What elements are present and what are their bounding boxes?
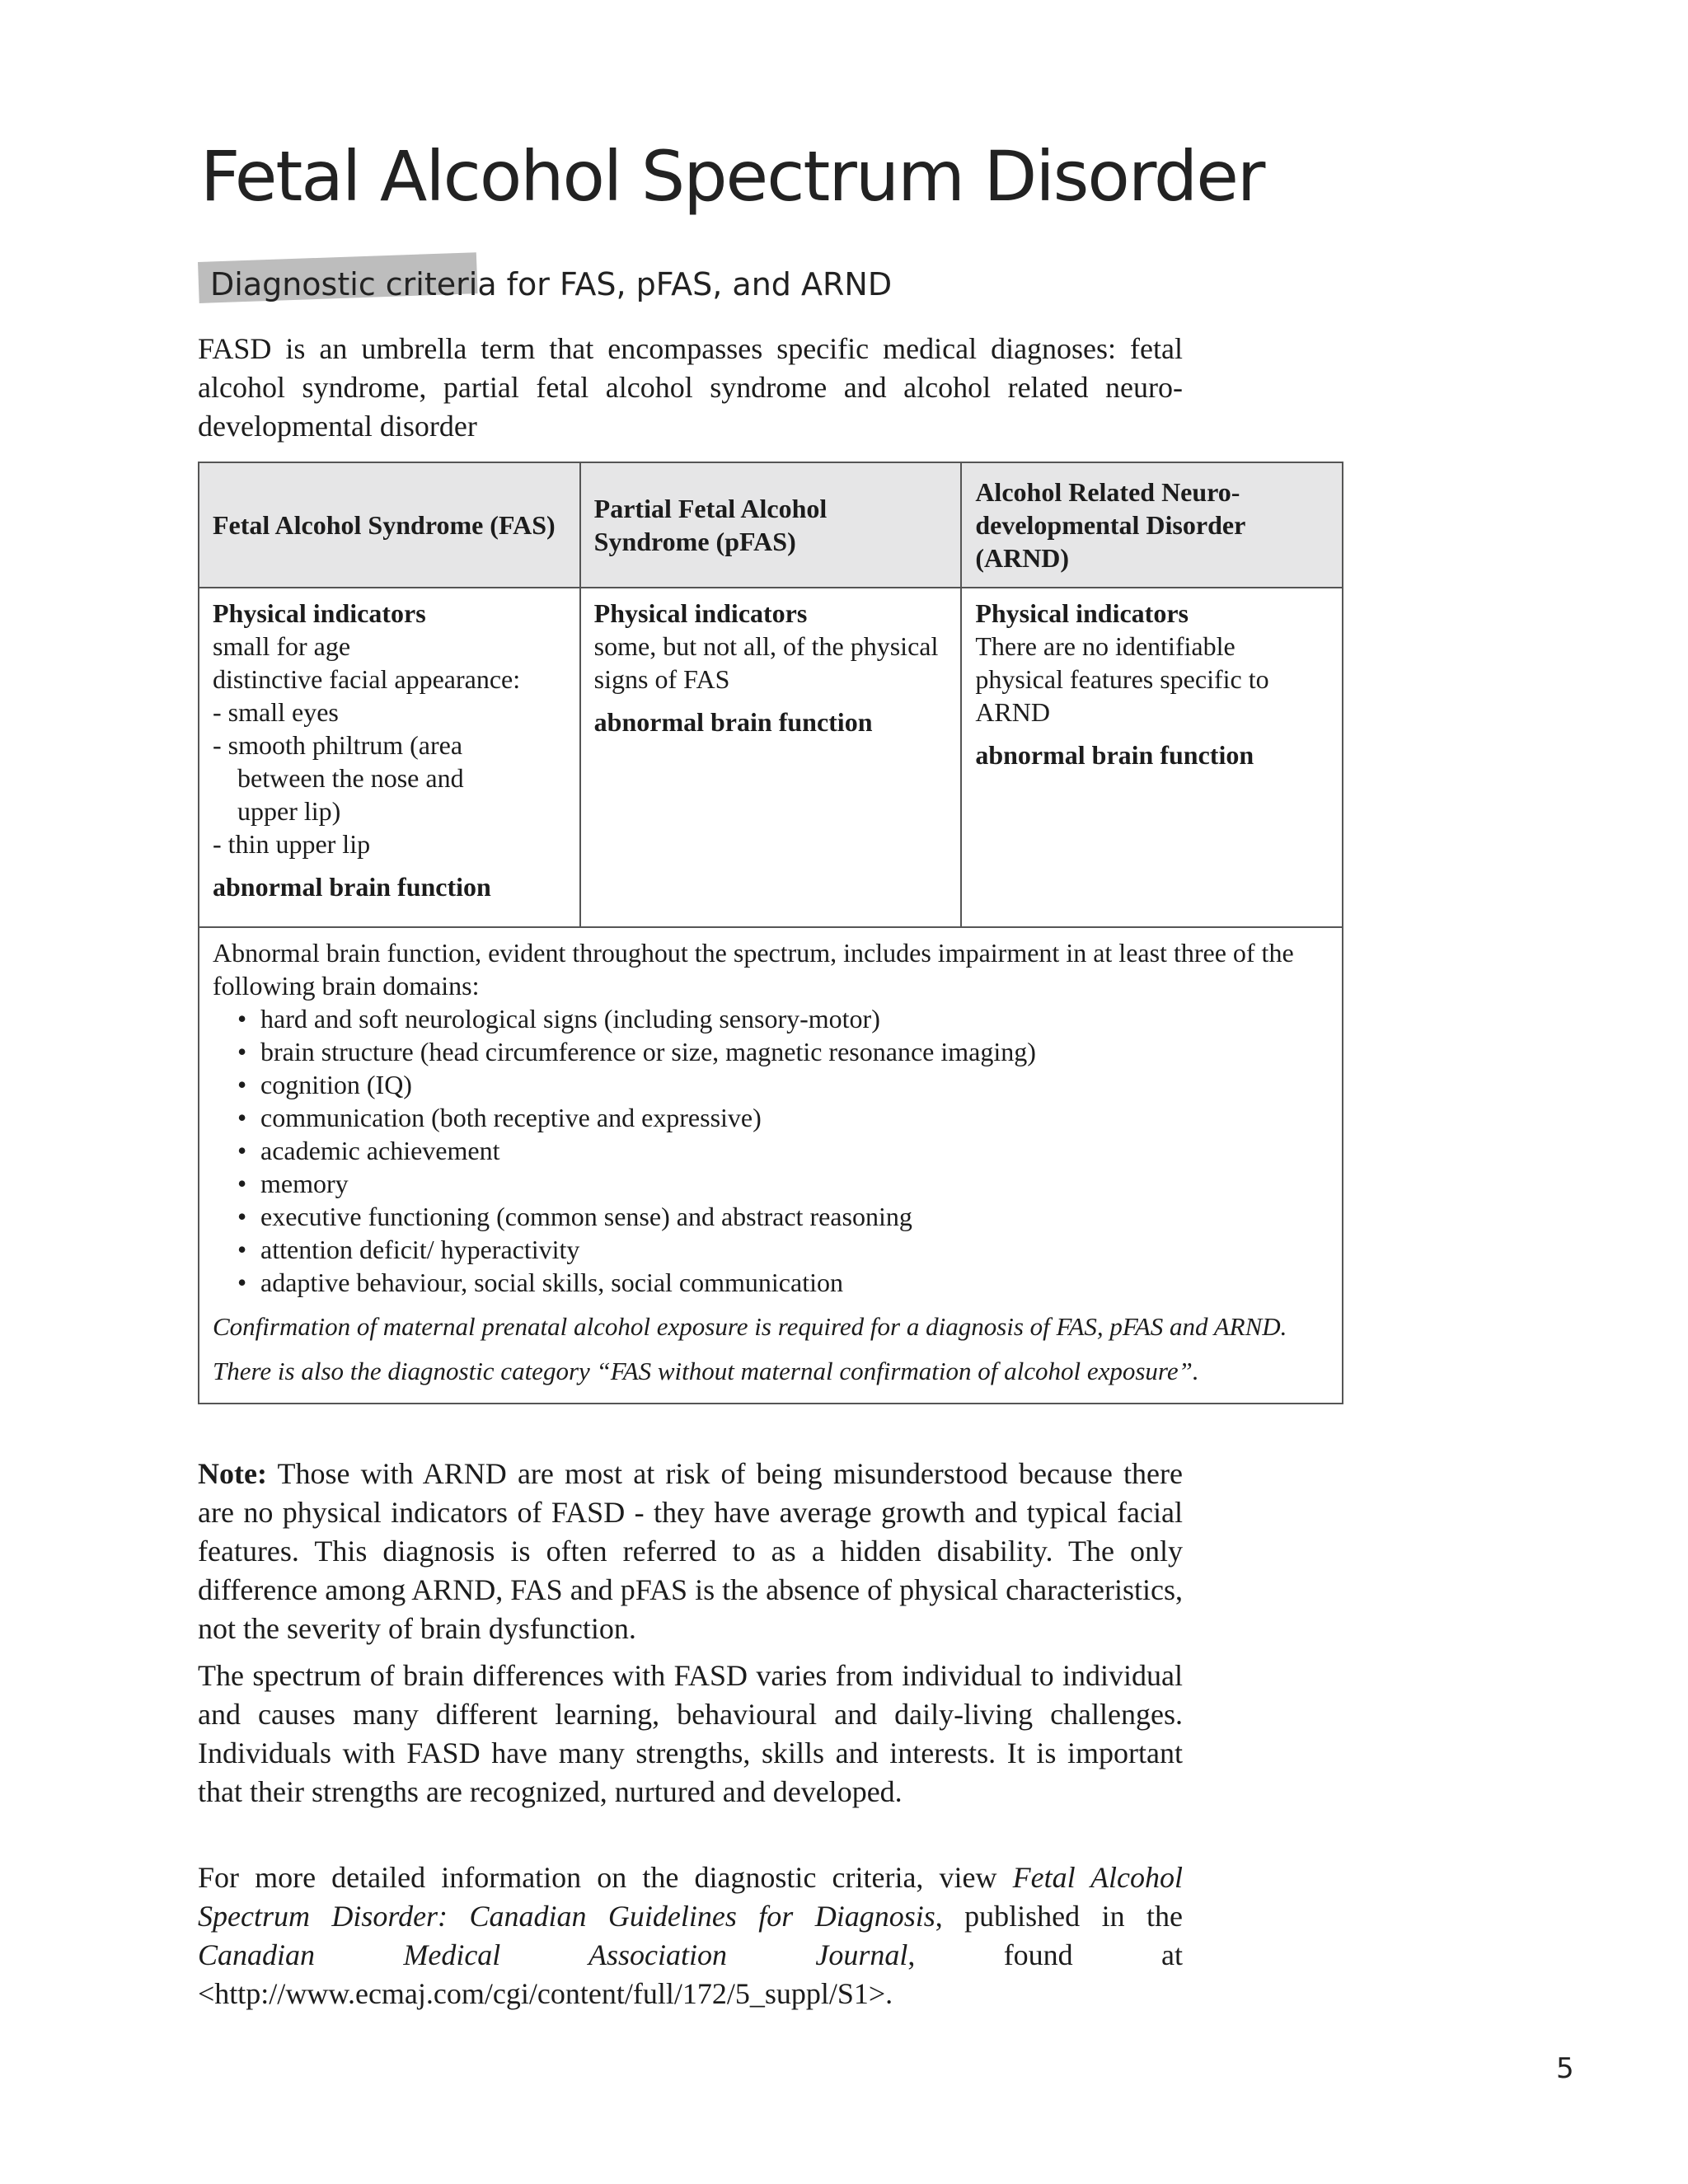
fas-line: - small eyes: [213, 697, 339, 727]
category-note: There is also the diagnostic category “FAS without maternal confirmation of alcohol exposure”.: [213, 1357, 1199, 1385]
cell-fas: [199, 588, 580, 927]
list-item: • communication (both receptive and expressive): [237, 1103, 762, 1132]
note-text: Those with ARND are most at risk of being misunderstood because there are no physical indicators of FASD - they have average growth and typical facial features. This diagnosis is often referred to as a hidden disability. The only difference among ARND, FAS and pFAS is the absence of physical characteristics, not the severity of brain dysfunction.: [198, 1457, 1183, 1645]
table-row-summary: [199, 927, 1343, 1404]
header-fas: Fetal Alcohol Syndrome (FAS): [199, 462, 580, 588]
bullet-icon: •: [237, 1070, 247, 1099]
pfas-heading: Physical indicators: [593, 598, 808, 628]
header-arnd: Alcohol Related Neuro-developmental Disorder (ARND): [961, 462, 1343, 588]
bullet-icon: •: [237, 1136, 247, 1165]
note-label: Note:: [198, 1457, 267, 1490]
fas-line: between the nose and: [237, 763, 464, 793]
fas-heading: Physical indicators: [213, 598, 426, 628]
bullet-icon: •: [237, 1268, 247, 1297]
arnd-brain-function: abnormal brain function: [975, 740, 1254, 770]
header-pfas: Partial Fetal Alcohol Syndrome (pFAS): [580, 462, 962, 588]
list-item: • attention deficit/ hyperactivity: [237, 1235, 580, 1264]
list-item: • memory: [237, 1169, 349, 1198]
list-item: • executive functioning (common sense) and abstract reasoning: [237, 1202, 912, 1231]
table-row-indicators: [199, 588, 1343, 927]
pfas-text: some, but not all, of the physical signs of FAS: [593, 631, 939, 694]
bullet-icon: •: [237, 1103, 247, 1132]
list-item: • hard and soft neurological signs (including sensory-motor): [237, 1004, 880, 1033]
list-item: • brain structure (head circumference or size, magnetic resonance imaging): [237, 1037, 1036, 1066]
fas-line: distinctive facial appearance:: [213, 664, 521, 694]
page-title: Fetal Alcohol Spectrum Disorder: [200, 136, 1264, 217]
table-header-row: [199, 462, 1343, 588]
fas-line: - smooth philtrum (area: [213, 730, 463, 760]
brain-domain-list: [213, 1002, 1329, 1299]
cell-pfas: [580, 588, 962, 927]
cell-brain-domains: [199, 927, 1343, 1404]
bullet-icon: •: [237, 1202, 247, 1231]
journal-title: Canadian Medical Association Journal: [198, 1938, 908, 1971]
fas-line: - thin upper lip: [213, 829, 371, 859]
bullet-icon: •: [237, 1169, 247, 1198]
bullet-icon: •: [237, 1004, 247, 1033]
summary-intro: Abnormal brain function, evident throughout the spectrum, includes impairment in at least three of the following brain domains:: [213, 938, 1294, 1001]
page-number: 5: [1556, 2052, 1574, 2085]
list-item: • academic achievement: [237, 1136, 500, 1165]
section-subtitle: [198, 255, 892, 313]
url-text: , found at <http://www.ecmaj.com/cgi/content/full/172/5_suppl/S1>.: [198, 1938, 1184, 2010]
intro-paragraph: FASD is an umbrella term that encompasses specific medical diagnoses: fetal alcohol syndrome, partial fetal alcohol syndrome and alcohol related neuro-developmental disorder: [198, 332, 1183, 443]
fas-line: upper lip): [237, 796, 341, 826]
cell-arnd: [961, 588, 1343, 927]
diagnostic-criteria-table: [198, 462, 1343, 1404]
list-item: • cognition (IQ): [237, 1070, 412, 1099]
bullet-icon: •: [237, 1037, 247, 1066]
guide-title: Fetal Alcohol Spectrum Disorder: Canadian Guidelines for Diagnosis: [198, 1861, 1184, 1933]
list-item: • adaptive behaviour, social skills, social communication: [237, 1268, 843, 1297]
confirmation-note: Confirmation of maternal prenatal alcohol exposure is required for a diagnosis of FAS, pFAS and ARND.: [213, 1312, 1287, 1341]
fas-brain-function: abnormal brain function: [213, 872, 491, 902]
bullet-icon: •: [237, 1235, 247, 1264]
arnd-text: There are no identifiable physical features specific to ARND: [975, 631, 1269, 727]
fas-line: small for age: [213, 631, 351, 661]
note-paragraph: [198, 1455, 1183, 1648]
pfas-brain-function: abnormal brain function: [593, 707, 873, 737]
arnd-heading: Physical indicators: [975, 598, 1189, 628]
subtitle-text: Diagnostic criteria for FAS, pFAS, and ARND: [210, 266, 893, 302]
spectrum-paragraph: The spectrum of brain differences with FASD varies from individual to individual and causes many different learning, behavioural and daily-living challenges. Individuals with FASD have many strengths, skills and interests. It is important that their strengths are recognized, nurtured and developed.: [198, 1659, 1183, 1808]
more-info-paragraph: For more detailed information on the diagnostic criteria, view Fetal Alcohol Spectrum Disorder: Canadian Guidelines for Diagnosis, published in the Canadian Medical Association Journal, found at <http://www.ecmaj.com/cgi/content/full/172/5_suppl/S1>.: [198, 1861, 1184, 2010]
